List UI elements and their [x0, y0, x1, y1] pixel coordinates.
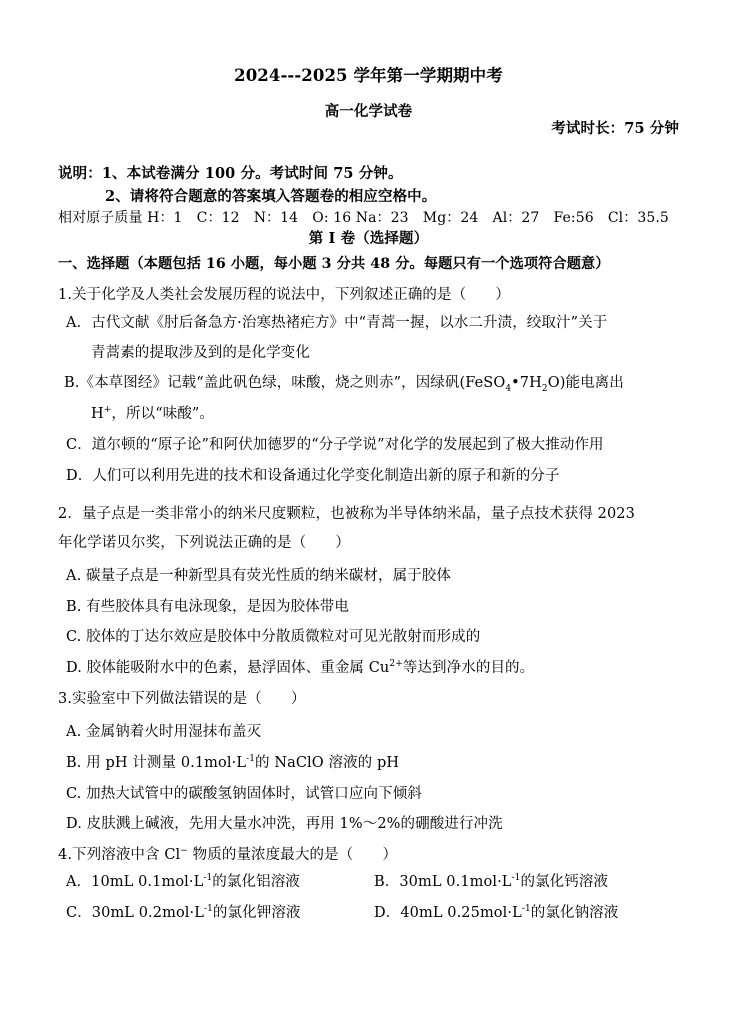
q4-option-c: [66, 903, 301, 923]
q2-d-post: 等达到净水的目的。: [402, 660, 535, 676]
q4-c-post: 的氯化钾溶液: [212, 905, 301, 921]
q4-b-text: B．30mL 0.1mol·L: [374, 874, 512, 890]
q1-option-a: A．古代文献《肘后备急方·治寒热褚疟方》中“青蒿一握，以水二升渍，绞取汁”关于: [66, 315, 608, 331]
notes-line-2: 2、请将符合题意的答案填入答题卷的相应空格中。: [105, 188, 437, 205]
q4-stem-text: 4.下列溶液中含 Cl: [58, 847, 181, 863]
q4-d-sup: -1: [521, 904, 531, 915]
q4-stem: [58, 845, 397, 865]
q2-option-c: C. 胶体的丁达尔效应是胶体中分散质微粒对可见光散射而形成的: [66, 629, 481, 645]
q4-c-sup: -1: [203, 904, 213, 915]
q4-option-d: [374, 903, 618, 923]
q3-option-c: C. 加热大试管中的碳酸氢钠固体时，试管口应向下倾斜: [66, 786, 422, 802]
q4-a-text: A．10mL 0.1mol·L: [66, 874, 204, 890]
q1-b-post: O)能电离出: [547, 375, 624, 391]
q4-c-text: C．30mL 0.2mol·L: [66, 905, 204, 921]
q1-option-b: [64, 373, 624, 393]
q4-a-post: 的氯化铝溶液: [212, 874, 300, 890]
q2-option-b: B. 有些胶体具有电泳现象，是因为胶体带电: [66, 599, 349, 615]
q1-b2-sup: +: [103, 405, 112, 416]
q4-stem-post: 物质的量浓度最大的是（ ）: [187, 847, 398, 863]
q1-option-c: C．道尔顿的“原子论”和阿伏加德罗的“分子学说”对化学的发展起到了极大推动作用: [66, 437, 604, 453]
q4-d-post: 的氯化钠溶液: [530, 905, 619, 921]
exam-title: 2024---2025 学年第一学期期中考: [234, 66, 503, 85]
q1-option-d: D．人们可以利用先进的技术和设备通过化学变化制造出新的原子和新的分子: [66, 468, 560, 484]
q3-option-a: A. 金属钠着火时用湿抹布盖灭: [66, 724, 262, 740]
exam-duration: 考试时长：75 分钟: [551, 120, 679, 137]
q2-stem: 2．量子点是一类非常小的纳米尺度颗粒，也被称为半导体纳米晶，量子点技术获得 2023: [58, 506, 635, 522]
q3-option-b: [66, 753, 399, 773]
q4-a-sup: -1: [203, 873, 213, 884]
notes-item-1: 1、本试卷满分 100 分。考试时间 75 分钟。: [101, 165, 403, 182]
q3-b-text: B. 用 pH 计测量 0.1mol·L: [66, 755, 247, 771]
q2-d-sup: 2+: [389, 659, 403, 670]
q3-stem: 3.实验室中下列做法错误的是（ ）: [58, 691, 306, 707]
q2-d-text: D. 胶体能吸附水中的色素，悬浮固体、重金属 Cu: [66, 660, 390, 676]
q1-stem: 1.关于化学及人类社会发展历程的说法中，下列叙述正确的是（ ）: [58, 287, 511, 303]
q1-option-a-cont: 青蒿素的提取涉及到的是化学变化: [91, 345, 310, 361]
q4-option-a: [66, 872, 300, 892]
q4-d-text: D．40mL 0.25mol·L: [374, 905, 522, 921]
q2-option-d: [66, 658, 534, 678]
q3-b-sup: -1: [246, 754, 256, 765]
q3-b-post: 的 NaClO 溶液的 pH: [255, 755, 400, 771]
q1-b-sub: 4: [505, 383, 512, 394]
q1-b2-post: ，所以“味酸”。: [111, 406, 215, 422]
section-part: 第 I 卷（选择题）: [308, 230, 429, 247]
exam-subtitle: 高一化学试卷: [324, 103, 413, 120]
q1-b2-text: H: [91, 406, 104, 422]
q4-b-sup: -1: [511, 873, 521, 884]
q3-option-d: D. 皮肤溅上碱液，先用大量水冲洗，再用 1%～2%的硼酸进行冲洗: [66, 816, 503, 832]
q4-option-b: [374, 872, 608, 892]
section-heading: 一、选择题（本题包括 16 小题，每小题 3 分共 48 分。每题只有一个选项符合题意）: [58, 256, 610, 272]
q4-stem-sup: −: [180, 846, 188, 857]
q1-option-b-cont: [91, 404, 214, 424]
q1-b-sub2: 2: [541, 383, 548, 394]
q2-option-a: A. 碳量子点是一种新型具有荧光性质的纳米碳材，属于胶体: [66, 568, 451, 584]
atomic-mass-line: 相对原子质量 H：1 C：12 N：14 O: 16 Na：23 Mg：24 Al：27 Fe:56 Cl：35.5: [58, 210, 669, 226]
q1-b-mid: •7H: [511, 375, 542, 391]
notes-line-1: [58, 164, 403, 184]
q2-stem-cont: 年化学诺贝尔奖，下列说法正确的是（ ）: [58, 535, 350, 551]
q4-b-post: 的氯化钙溶液: [520, 874, 609, 890]
q1-b-text: B.《本草图经》记载“盖此矾色绿，味酸，烧之则赤”，因绿矾(FeSO: [64, 375, 506, 391]
notes-label: 说明：: [58, 165, 102, 182]
